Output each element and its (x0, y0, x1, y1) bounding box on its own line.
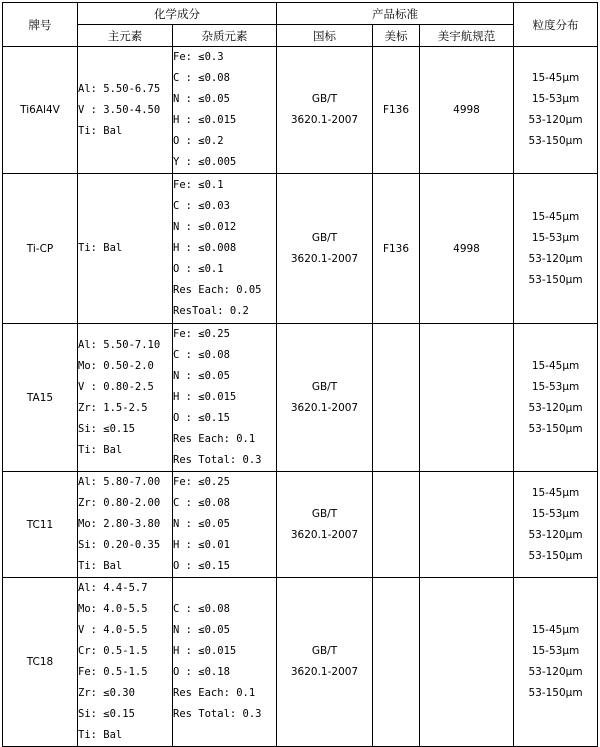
particle-size-line: 53-150μm (528, 273, 583, 286)
header-chemical-composition: 化学成分 (78, 3, 277, 25)
particle-size-line: 53-150μm (528, 422, 583, 435)
national-standard-line: GB/T (311, 380, 338, 393)
national-standard-line: 3620.1-2007 (290, 401, 359, 414)
impurity-line: N : ≤0.05 (173, 518, 230, 530)
main-element-line: Al: 5.50-6.75 (78, 82, 161, 95)
main-element-line: Zr: 0.80-2.00 (78, 497, 161, 509)
impurity-line: H : ≤0.015 (173, 114, 237, 126)
impurity-line: H : ≤0.015 (173, 391, 237, 403)
impurity-line: Fe: ≤0.25 (173, 328, 230, 340)
impurity-line: N : ≤0.012 (173, 221, 237, 233)
main-element-line: Ti: Bal (78, 242, 123, 254)
table-row (3, 324, 598, 472)
particle-size-cell (514, 324, 598, 472)
impurity-line: Fe: ≤0.25 (173, 476, 230, 488)
national-standard-line: 3620.1-2007 (290, 114, 359, 126)
particle-size-cell (514, 47, 598, 174)
aerospace-spec-cell (420, 324, 514, 472)
ams-cell (373, 324, 420, 472)
main-element-line: Fe: 0.5-1.5 (78, 666, 148, 678)
particle-size-line: 53-120μm (528, 666, 583, 678)
impurity-line: O : ≤0.18 (173, 666, 230, 678)
national-standard-cell (277, 47, 373, 174)
impurity-line: Y : ≤0.005 (173, 156, 237, 168)
impurity-line: O : ≤0.1 (173, 263, 224, 275)
grade-cell: Ti6Al4V (3, 47, 78, 174)
national-standard-line: GB/T (311, 507, 338, 520)
header-main-elements: 主元素 (78, 25, 173, 47)
impurity-line: Res Total: 0.3 (173, 708, 262, 720)
impurity-line: O : ≤0.15 (173, 560, 230, 572)
main-elements-cell (78, 174, 173, 324)
national-standard-line: 3620.1-2007 (290, 528, 359, 541)
main-element-line: Mo: 0.50-2.0 (78, 359, 154, 372)
particle-size-cell (514, 472, 598, 578)
impurities-cell (173, 578, 277, 747)
main-element-line: Al: 5.50-7.10 (78, 338, 161, 351)
impurity-line: Fe: ≤0.1 (173, 179, 224, 191)
main-elements-cell (78, 472, 173, 578)
ams-cell: F136 (373, 47, 420, 174)
titanium-powder-spec-table (2, 2, 598, 747)
aerospace-spec-cell (420, 472, 514, 578)
header-impurities: 杂质元素 (173, 25, 277, 47)
main-element-line: Si: ≤0.15 (78, 422, 135, 435)
particle-size-line: 15-53μm (531, 645, 580, 657)
impurity-line: O : ≤0.2 (173, 135, 224, 147)
impurity-line: H : ≤0.015 (173, 645, 237, 657)
main-element-line: Mo: 2.80-3.80 (78, 518, 161, 530)
particle-size-line: 53-120μm (528, 528, 583, 541)
table-row (3, 174, 598, 324)
main-element-line: V : 3.50-4.50 (78, 103, 161, 116)
header-particle-size: 粒度分布 (514, 3, 598, 47)
impurity-line: ResToal: 0.2 (173, 305, 249, 317)
national-standard-line: GB/T (311, 645, 338, 657)
grade-cell: Ti-CP (3, 174, 78, 324)
table-row (3, 47, 598, 174)
national-standard-cell (277, 324, 373, 472)
aerospace-spec-cell: 4998 (420, 47, 514, 174)
ams-cell (373, 578, 420, 747)
grade-cell: TC18 (3, 578, 78, 747)
main-elements-cell (78, 47, 173, 174)
main-element-line: Ti: Bal (78, 560, 123, 572)
main-element-line: Ti: Bal (78, 729, 123, 741)
particle-size-line: 53-150μm (528, 687, 583, 699)
impurity-line: C : ≤0.08 (173, 72, 230, 84)
particle-size-line: 15-53μm (531, 507, 580, 520)
grade-cell: TA15 (3, 324, 78, 472)
impurities-cell (173, 47, 277, 174)
particle-size-cell (514, 174, 598, 324)
impurity-line: N : ≤0.05 (173, 624, 230, 636)
particle-size-line: 15-45μm (531, 624, 580, 636)
national-standard-cell (277, 578, 373, 747)
impurity-line: Res Total: 0.3 (173, 454, 262, 466)
national-standard-line: 3620.1-2007 (290, 252, 359, 265)
impurity-line: C : ≤0.08 (173, 349, 230, 361)
main-element-line: Si: ≤0.15 (78, 708, 135, 720)
impurity-line: Res Each: 0.1 (173, 687, 256, 699)
main-element-line: Si: 0.20-0.35 (78, 539, 161, 551)
grade-cell: TC11 (3, 472, 78, 578)
aerospace-spec-cell: 4998 (420, 174, 514, 324)
national-standard-cell (277, 472, 373, 578)
main-element-line: Ti: Bal (78, 124, 123, 137)
particle-size-line: 15-45μm (531, 210, 580, 223)
aerospace-spec-cell (420, 578, 514, 747)
impurity-line: N : ≤0.05 (173, 93, 230, 105)
particle-size-line: 53-120μm (528, 401, 583, 414)
main-element-line: Cr: 0.5-1.5 (78, 645, 148, 657)
impurity-line: Fe: ≤0.3 (173, 51, 224, 63)
particle-size-line: 53-120μm (528, 252, 583, 265)
header-ams: 美标 (373, 25, 420, 47)
particle-size-line: 15-45μm (531, 486, 580, 499)
table-row (3, 578, 598, 747)
particle-size-line: 53-150μm (528, 135, 583, 147)
main-element-line: Al: 4.4-5.7 (78, 582, 148, 594)
table-row (3, 472, 598, 578)
national-standard-line: GB/T (311, 231, 338, 244)
main-element-line: Mo: 4.0-5.5 (78, 603, 148, 615)
main-element-line: V : 4.0-5.5 (78, 624, 148, 636)
impurity-line: C : ≤0.08 (173, 497, 230, 509)
ams-cell: F136 (373, 174, 420, 324)
national-standard-line: 3620.1-2007 (290, 666, 359, 678)
main-element-line: Zr: ≤0.30 (78, 687, 135, 699)
impurities-cell (173, 174, 277, 324)
main-element-line: Al: 5.80-7.00 (78, 476, 161, 488)
particle-size-line: 15-45μm (531, 359, 580, 372)
impurity-line: H : ≤0.01 (173, 539, 230, 551)
header-national-standard: 国标 (277, 25, 373, 47)
header-product-standard: 产品标准 (277, 3, 514, 25)
particle-size-cell (514, 578, 598, 747)
impurity-line: Res Each: 0.1 (173, 433, 256, 445)
table-body (3, 47, 598, 747)
impurity-line: N : ≤0.05 (173, 370, 230, 382)
particle-size-line: 53-150μm (528, 549, 583, 562)
main-element-line: Zr: 1.5-2.5 (78, 401, 148, 414)
impurity-line: C : ≤0.03 (173, 200, 230, 212)
main-elements-cell (78, 578, 173, 747)
particle-size-line: 15-53μm (531, 380, 580, 393)
header-aerospace-spec: 美宇航规范 (420, 25, 514, 47)
particle-size-line: 15-53μm (531, 231, 580, 244)
main-element-line: V : 0.80-2.5 (78, 380, 154, 393)
main-element-line: Ti: Bal (78, 443, 123, 456)
impurities-cell (173, 472, 277, 578)
particle-size-line: 15-53μm (531, 93, 580, 105)
impurity-line: C : ≤0.08 (173, 603, 230, 615)
main-elements-cell (78, 324, 173, 472)
impurities-cell (173, 324, 277, 472)
impurity-line: H : ≤0.008 (173, 242, 237, 254)
national-standard-line: GB/T (311, 93, 338, 105)
impurity-line: Res Each: 0.05 (173, 284, 262, 296)
ams-cell (373, 472, 420, 578)
particle-size-line: 53-120μm (528, 114, 583, 126)
impurity-line: O : ≤0.15 (173, 412, 230, 424)
header-grade: 牌号 (3, 3, 78, 47)
particle-size-line: 15-45μm (531, 72, 580, 84)
national-standard-cell (277, 174, 373, 324)
